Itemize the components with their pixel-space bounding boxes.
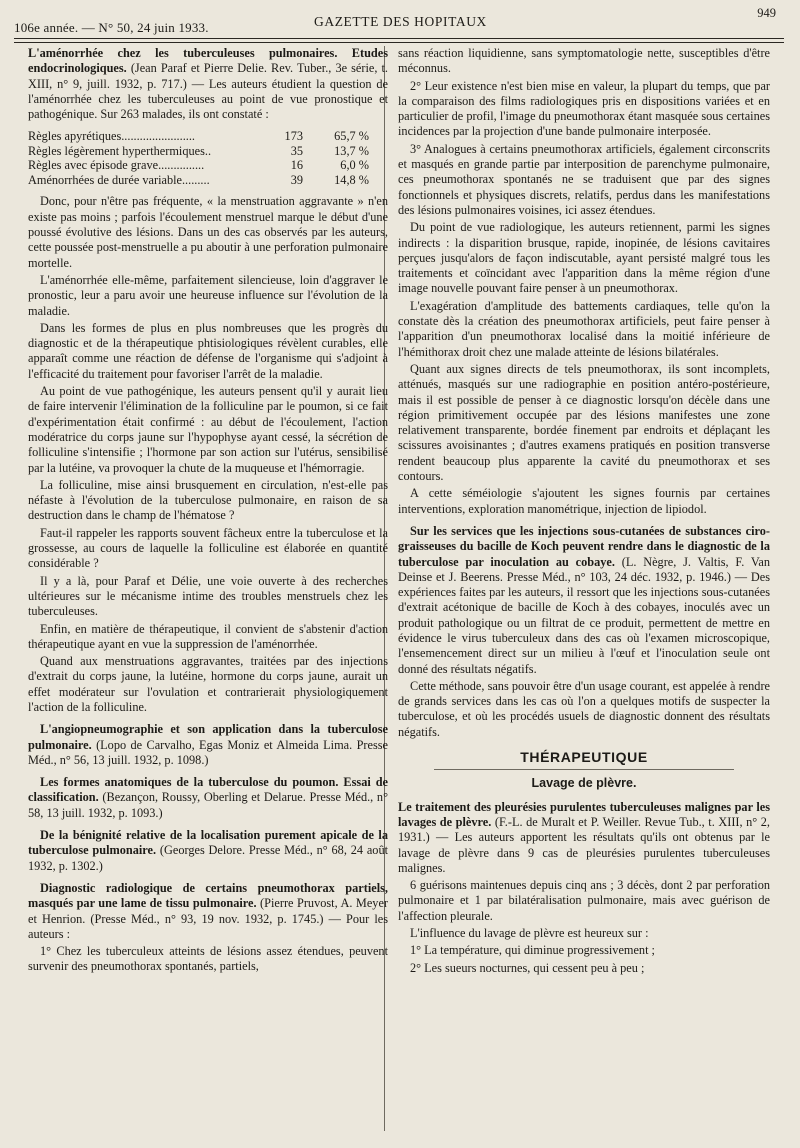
paragraph: Enfin, en matière de thérapeutique, il convient de s'abstenir d'action thérapeutique ayant en vue la suppression de l'aménorrhée. (28, 621, 388, 651)
article-diagnostic-radiologique (28, 881, 388, 942)
paragraph: A cette séméiologie s'ajoutent les signes fournis par certaines interventions, exploration manométrique, injection de lipiodol. (398, 486, 770, 516)
stat-count: 16 (290, 158, 303, 173)
paragraph: 2° Leur existence n'est bien mise en valeur, la plupart du temps, que par la comparaison des films radiologiques pris en dispositions variées et en particulier de profil, l'image du pneumothorax étant masquée sous certaines incidences par la projection d'une bande pulmonaire interposée. (398, 78, 770, 139)
section-rule (434, 769, 734, 770)
article-title: Le traitement des pleurésies purulentes tuberculeuses malignes par les lavages de plèvre. (398, 799, 770, 829)
article-title: L'aménorrhée chez les tuberculeuses pulmonaires. Etudes endocrinologiques. (28, 46, 388, 76)
paragraph: Du point de vue radiologique, les auteurs retiennent, parmi les signes indirects : la disparition brusque, rapide, inopinée, de lésions cavitaires perçues jusqu'alors de façon indiscutable, ayant persisté malgré tous les traitements et coïncidant avec l'apparition dans la même région d'une image nouvelle pouvant faire penser à un pneumothorax. (398, 220, 770, 296)
left-column (28, 46, 388, 977)
stat-row (28, 144, 388, 159)
article-reference: (Georges Delore. Presse Méd., n° 68, 24 août 1932, p. 1302.) (28, 843, 389, 873)
article-title: Diagnostic radiologique de certains pneumothorax partiels, masqués par une lame de tissu pulmonaire. (28, 880, 388, 911)
article-angiopneumographie (28, 722, 388, 768)
stat-label: Règles avec épisode grave............... (28, 158, 205, 173)
stat-percent: 14,8 % (334, 172, 369, 187)
paragraph: La folliculine, mise ainsi brusquement en circulation, n'est-elle pas néfaste à l'évolution de la tuberculose pulmonaire, en raison de sa destruction dans le champ de l'hématose ? (28, 477, 388, 523)
journal-title: GAZETTE DES HOPITAUX (314, 14, 487, 29)
paragraph: Dans les formes de plus en plus nombreuses que les progrès du diagnostic et de la thérapeutique phtisiologiques révèlent curables, elle apparaît comme une réaction de défense de l'organisme qui s'adjoint à l'efficacité du traitement pour favoriser l'arrêt de la maladie. (28, 320, 388, 381)
paragraph: Il y a là, pour Paraf et Délie, une voie ouverte à des recherches ultérieures sur le mécanisme intime des troubles menstruels chez les tuberculeuses. (28, 573, 388, 619)
paragraph: 1° La température, qui diminue progressivement ; (410, 943, 655, 958)
stat-row (28, 173, 388, 188)
article-reference: (Bezançon, Roussy, Oberling et Delarue. Presse Méd., n° 58, 13 juill. 1932, p. 1093.) (28, 790, 388, 820)
header-rule-thin (14, 42, 784, 43)
article-aménorrhée (28, 46, 388, 122)
paragraph: Cette méthode, sans pouvoir être d'un usage courant, est appelée à rendre de grands services dans les cas où l'on a quelques motifs de suspecter la tuberculose, et où les procédés usuels de diagnostic donnent des résultats négatifs. (398, 678, 770, 739)
paragraph: 1° Chez les tuberculeux atteints de lésions assez étendues, peuvent survenir des pneumothorax spontanés, partiels, (28, 944, 388, 974)
article-reference: (F.-L. de Muralt et P. Weiller. Revue Tub., t. XIII, n° 2, 1931.) — Les auteurs apportent les résultats qu'ils ont obtenus par le lavage de plèvre dans 9 cas de pleurésies purulentes tuberculeuses malignes. (398, 814, 770, 875)
article-reference: (Lopo de Carvalho, Egas Moniz et Almeida Lima. Presse Méd., n° 56, 13 juill. 1932, p. 1098.) (28, 737, 388, 767)
paragraph: Faut-il rappeler les rapports souvent fâcheux entre la tuberculose et la grossesse, au cours de laquelle la folliculine est élaborée en quantité considérable ? (28, 525, 388, 571)
paragraph: Au point de vue pathogénique, les auteurs pensent qu'il y aurait lieu de faire intervenir l'élimination de la folliculine par le poumon, si ce fait d'expérimentation était confirmé : au début de l'écoulement, l'action modératrice du corps jaune sur l'hypophyse ayant cessé, la sécrétion de folliculine s'intensifie ; l'hormone par son action sur l'utérus, sensibilisé par la lutéine, va provoquer la chute de la muqueuse et l'hémorragie. (28, 384, 388, 475)
article-title: L'angiopneumographie et son application dans la tuberculose pulmonaire. (28, 722, 388, 752)
subsection-heading: Lavage de plèvre. (531, 776, 637, 791)
stat-count: 173 (284, 129, 303, 144)
article-reference: (Jean Paraf et Pierre Delie. Rev. Tuber., 3e série, t. XIII, n° 9, juill. 1932, p. 717.) — Les auteurs étudient la question de l'aménorrhée chez les tuberculeuses au point de vue pronostique et pathogénique. Sur 263 malades, ils ont constaté : (28, 61, 388, 122)
stat-label: Aménorrhées de durée variable......... (28, 172, 210, 187)
paragraph: sans réaction liquidienne, sans symptomatologie nette, susceptibles d'être méconnus. (398, 46, 770, 76)
stat-count: 39 (290, 172, 303, 187)
right-column (398, 46, 770, 978)
stat-row (28, 129, 388, 144)
paragraph: 3° Analogues à certains pneumothorax artificiels, également circonscrits et masqués en grande partie par interposition de parenchyme pulmonaire, ces pneumothorax spontanés ne se traduisent que par des signes fonctionnels et physiques discrets, relatifs, perdus dans les manifestations des lésions pulmonaires voisines, ici assez étendues. (398, 141, 770, 217)
article-lavage-plevre (398, 800, 770, 876)
stat-label: Règles apyrétiques........................ (28, 129, 196, 144)
page-number: 949 (757, 6, 776, 20)
article-title: De la bénignité relative de la localisation purement apicale de la tuberculose pulmonaire. (28, 828, 388, 858)
paragraph: L'influence du lavage de plèvre est heureux sur : (410, 926, 649, 941)
statistics-table (28, 129, 388, 187)
issue-line: 106e année. — N° 50, 24 juin 1933. (14, 20, 209, 35)
paragraph: 6 guérisons maintenues depuis cinq ans ; 3 décès, dont 2 par perforation pulmonaire et 1 par bilatéralisation pulmonaire, mais avec guérison de l'affection pleurale. (398, 878, 770, 923)
header-rule (14, 38, 784, 39)
page-header (14, 6, 784, 40)
stat-row (28, 158, 388, 173)
article-reference: (Pierre Pruvost, A. Meyer et Henrion. (Presse Méd., n° 93, 19 nov. 1932, p. 1745.) — Pour les auteurs : (28, 896, 388, 941)
paragraph: 2° Les sueurs nocturnes, qui cessent peu à peu ; (410, 960, 645, 975)
article-reference: (L. Nègre, J. Valtis, F. Van Deinse et J. Beerens. Presse Méd., n° 103, 24 déc. 1932, p. 1946.) — Des expériences faites par les auteurs, il ressort que les injections sous-cutanées d'extrait acétonique de bacille de Koch à des cobayes, inoculés avec un produit pathologique ou un filtrat de ce produit, permettent de mettre en évidence le virus tuberculeux dans des cas où l'examen microscopique, l'ensemencement direct sur un milieu à l'œuf et l'inoculation seule ont donné des résultats négatifs. (398, 554, 771, 676)
paragraph: Quand aux menstruations aggravantes, traitées par des injections d'extrait du corps jaune, la lutéine, hormone du corps jaune, aurait un effet modérateur sur l'ovulation et contrarierait physiologiquement l'action de la folliculine. (28, 654, 388, 714)
article-benignite (28, 828, 388, 874)
stat-count: 35 (290, 143, 303, 158)
section-heading: THÉRAPEUTIQUE (520, 749, 648, 766)
article-title: Sur les services que les injections sous-cutanées de substances ciro-graisseuses du bacille de Koch peuvent rendre dans le diagnostic de la tuberculose par inoculation au cobaye. (398, 523, 770, 569)
article-formes-anatomiques (28, 775, 388, 821)
stat-percent: 13,7 % (334, 143, 369, 158)
article-title: Les formes anatomiques de la tuberculose du poumon. Essai de classification. (28, 775, 388, 805)
paragraph: Quant aux signes directs de tels pneumothorax, ils sont incomplets, atténués, masqués sur une radiographie en position antéro-postérieure, mais il est possible de penser à ce diagnostic lorsqu'on décèle dans une région primitivement occupée par des lésions manifestes une zone relativement transparente, bordée finement par endroits et déplaçant les scissures avoisinantes ; d'autres examens pratiqués en position transverse rendent beaucoup plus apparente la cavité du pneumothorax et ses contours. (398, 361, 770, 484)
stat-percent: 6,0 % (340, 158, 369, 173)
stat-label: Règles légèrement hyperthermiques.. (28, 143, 212, 158)
paragraph: Donc, pour n'être pas fréquente, « la menstruation aggravante » n'en existe pas moins ; parfois l'écoulement menstruel marque le début d'une poussé évolutive des lésions. Dans un des cas observés par les auteurs, cette poussée post-menstruelle a pu aboutir à une perforation pulmonaire mortelle. (28, 194, 388, 270)
stat-percent: 65,7 % (334, 129, 369, 144)
paragraph: L'aménorrhée elle-même, parfaitement silencieuse, loin d'aggraver le pronostic, leur a paru avoir une heureuse influence sur l'évolution de la maladie. (28, 272, 388, 318)
paragraph: L'exagération d'amplitude des battements cardiaques, telle qu'on la constate dès la création des pneumothorax artificiels, peut faire penser à l'apparition d'un pneumothorax localisé dans la moitié inférieure de l'hémithorax droit chez une malade atteinte de lésions bilatérales. (398, 298, 770, 359)
article-injections-sous-cutanees (398, 524, 770, 677)
